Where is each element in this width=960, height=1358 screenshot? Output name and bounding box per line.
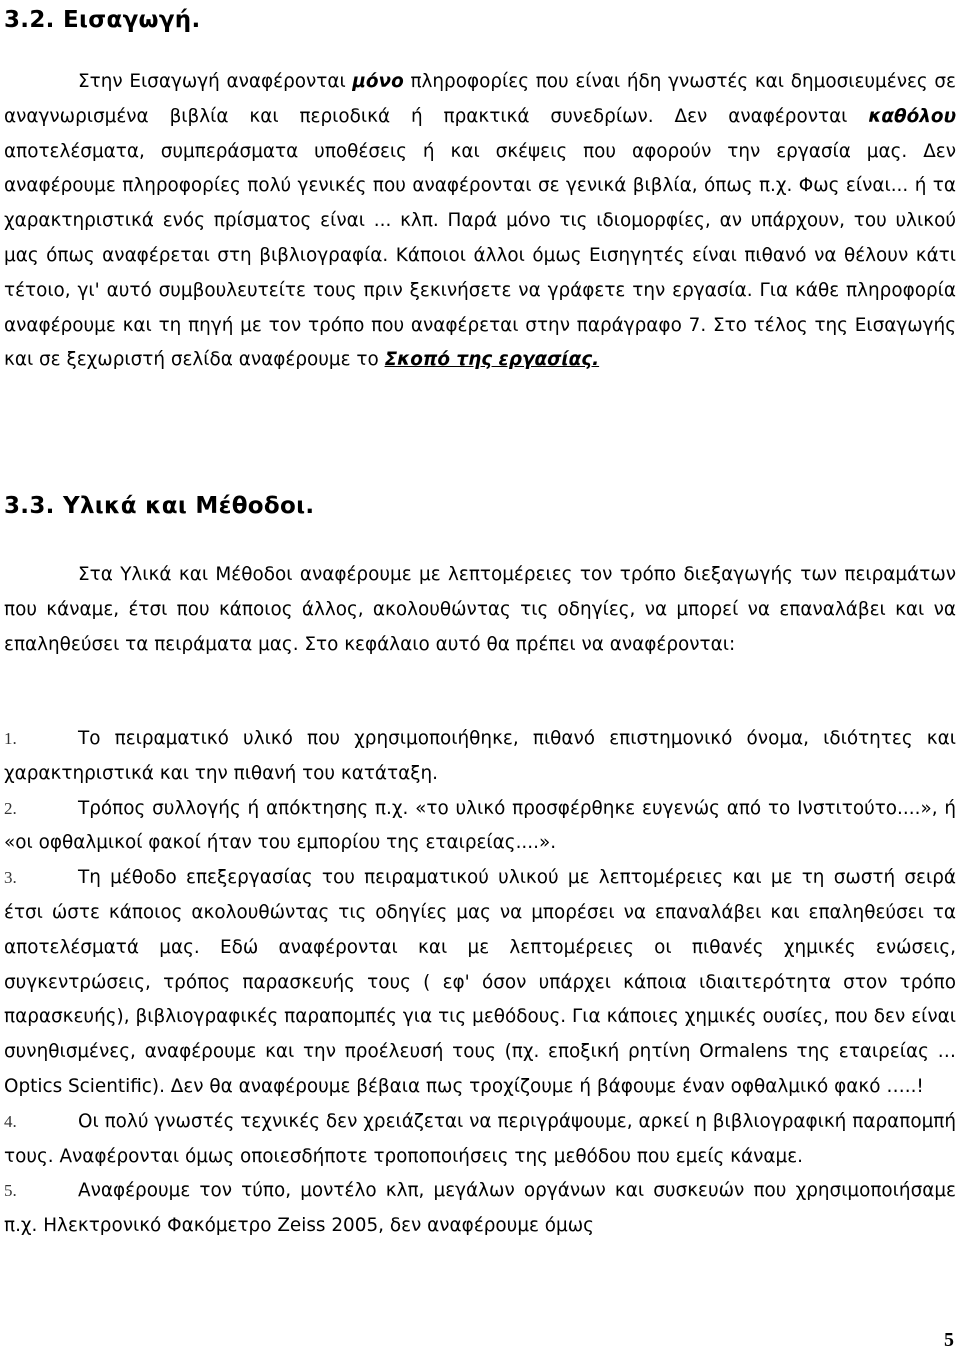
list-item-text: Οι πολύ γνωστές τεχνικές δεν χρειάζεται να περιγράψουμε, αρκεί η βιβλιογραφική παραπομπή τους. Αναφέρονται όμως οποιεσδήποτε τροποποιήσεις της μεθόδου που εμείς κάναμε. [4, 1110, 956, 1167]
requirements-list [4, 722, 956, 1244]
list-item [4, 722, 956, 792]
emphasis-not-at-all: καθόλου [868, 105, 956, 127]
intro-text-3: αποτελέσματα, συμπεράσματα υποθέσεις ή και σκέψεις που αφορούν την εργασία μας. Δεν αναφέρουμε πληροφορίες πολύ γενικές που αναφέρονται σε γενικά βιβλία, όπως π.χ. Φως είναι... ή τα χαρακτηριστικά ενός πρίσματος είναι ... κλπ. Παρά μόνο τις ιδιομορφίες, αν υπάρχουν, του υλικού μας όπως αναφέρεται στη βιβλιογραφία. Κάποιοι άλλοι όμως Εισηγητές είναι πιθανό να θέλουν κάτι τέτοιο, γι' αυτό συμβουλευτείτε τους πριν ξεκινήσετε να γράφετε την εργασία. Για κάθε πληροφορία αναφέρουμε και τη πηγή με τον τρόπο που αναφέρεται στην παράγραφο 7. Στο τέλος της Εισαγωγής και σε ξεχωριστή σελίδα αναφέρουμε το [4, 140, 956, 371]
list-item-number: 2. [4, 798, 17, 818]
list-item-number: 5. [4, 1181, 17, 1201]
emphasis-only: μόνο [352, 71, 404, 92]
list-item [4, 1105, 956, 1175]
list-item [4, 792, 956, 862]
list-item-text: Αναφέρουμε τον τύπο, μοντέλο κλπ, μεγάλων οργάνων και συσκευών που χρησιμοποιήσαμε π.χ. Ηλεκτρονικό Φακόμετρο Zeiss 2005, δεν αναφέρουμε όμως [4, 1180, 956, 1237]
intro-text-1: Στην Εισαγωγή αναφέρονται [78, 71, 353, 92]
list-item-text: Τρόπος συλλογής ή απόκτησης π.χ. «το υλικό προσφέρθηκε ευγενώς από το Ινστιτούτο....», ή «οι οφθαλμικοί φακοί ήταν του εμπορίου της εταιρείας....». [4, 797, 956, 854]
list-item-text: Τη μέθοδο επεξεργασίας του πειραματικού υλικού με λεπτομέρειες και με τη σωστή σειρά έτσι ώστε κάποιος ακολουθώντας τις οδηγίες μας να μπορέσει να επαναλάβει και επαληθεύσει τα αποτελέσματά μας. Εδώ αναφέρονται και με λεπτομέρειες οι πιθανές χημικές ενώσεις, συγκεντρώσεις, τρόπος παρασκευής τους ( εφ' όσον υπάρχει κάποια ιδιαιτερότητα στον τρόπο παρασκευής), βιβλιογραφικές παραπομπές για τις μεθόδους. Για κάποιες χημικές ουσίες, που δεν είναι συνηθισμένες, αναφέρουμε και την προέλευσή τους (πχ. εποξική ρητίνη Ormalens της εταιρείας …Optics Scientific). Δεν θα αναφέρουμε βέβαια πως τροχίζουμε ή βάφουμε έναν οφθαλμικό φακό …..! [4, 867, 956, 1097]
intro-text-2: πληροφορίες που είναι ήδη γνωστές και δημοσιευμένες σε αναγνωρισμένα βιβλία και περιοδικά ή πρακτικά συνεδρίων. Δεν αναφέρονται [4, 71, 956, 127]
emphasis-aim-of-work: Σκοπό της εργασίας. [384, 349, 600, 371]
section-heading-introduction: 3.2. Εισαγωγή. [4, 7, 201, 33]
page-number: 5 [944, 1329, 954, 1351]
section-heading-materials-methods: 3.3. Υλικά και Μέθοδοι. [4, 493, 315, 519]
materials-methods-paragraph: Στα Υλικά και Μέθοδοι αναφέρουμε με λεπτομέρειες τον τρόπο διεξαγωγής των πειραμάτων που κάναμε, έτσι που κάποιος άλλος, ακολουθώντας τις οδηγίες, να μπορεί να επαναλάβει και να επαληθεύσει τα πειράματα μας. Στο κεφάλαιο αυτό θα πρέπει να αναφέρονται: [4, 564, 956, 655]
list-item-number: 1. [4, 729, 17, 748]
list-item-text: Το πειραματικό υλικό που χρησιμοποιήθηκε, πιθανό επιστημονικό όνομα, ιδιότητες και χαρακτηριστικά και την πιθανή του κατάταξη. [4, 728, 956, 784]
list-item [4, 861, 956, 1105]
list-item-number: 3. [4, 868, 17, 888]
list-item-number: 4. [4, 1111, 17, 1131]
introduction-paragraph [4, 65, 956, 378]
list-item [4, 1174, 956, 1244]
